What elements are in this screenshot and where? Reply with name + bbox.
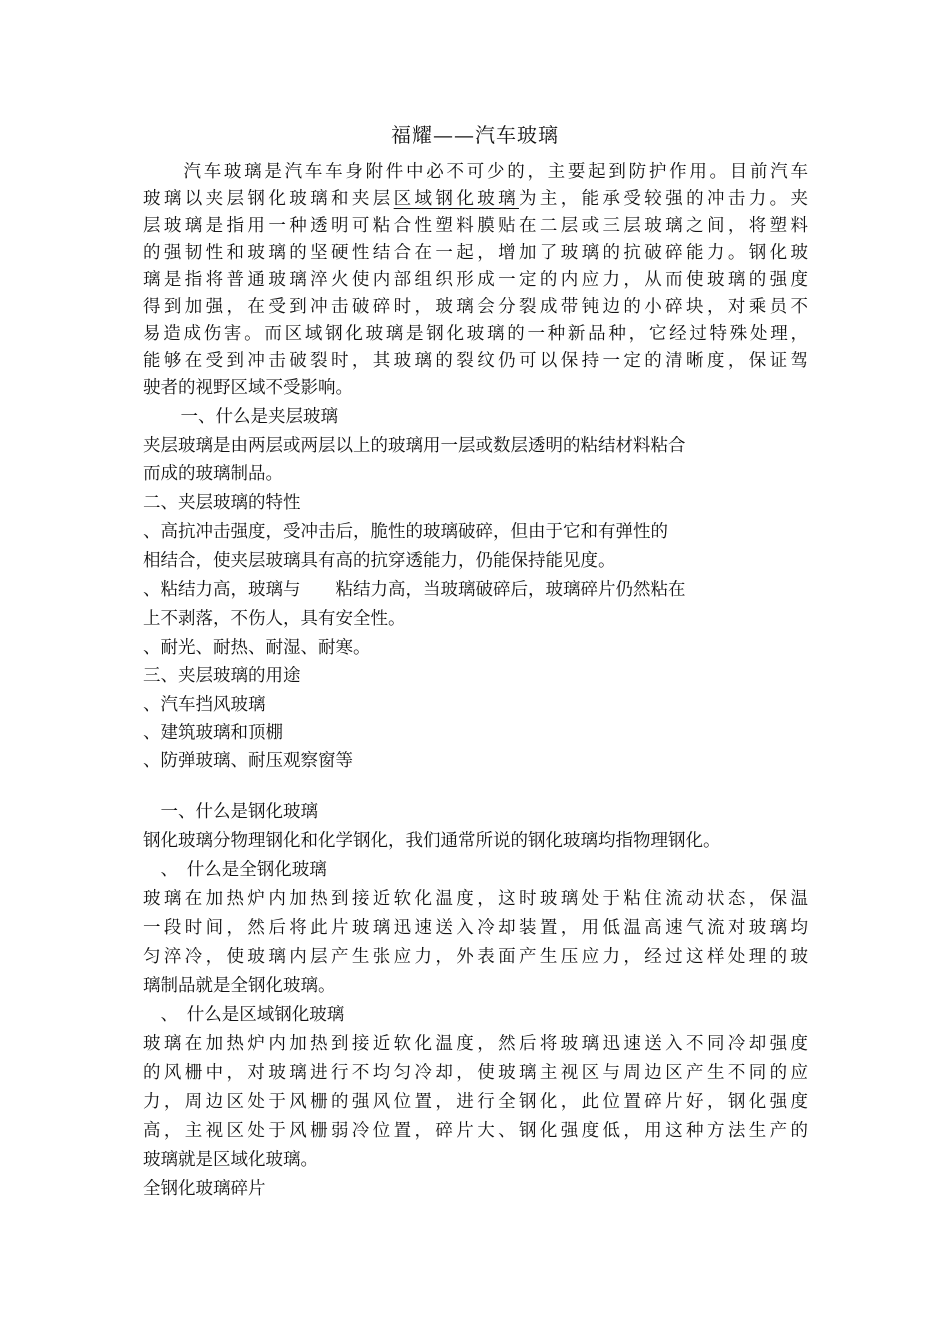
intro-line-underlined [143, 185, 808, 213]
property-item: 、粘结力高，玻璃与 粘结力高，当玻璃破碎后，玻璃碎片仍然粘在 [143, 580, 686, 600]
underlined-term: 区域钢化玻璃 [393, 189, 519, 209]
section-body-line: 而成的玻璃制品。 [143, 464, 283, 484]
property-item: 相结合，使夹层玻璃具有高的抗穿透能力，仍能保持能见度。 [143, 551, 616, 571]
zone-tempered-line: 玻璃就是区域化玻璃。 [143, 1150, 318, 1170]
use-item: 、防弹玻璃、耐压观察窗等 [143, 751, 353, 771]
use-item: 、汽车挡风玻璃 [143, 695, 266, 715]
intro-text: 玻璃以夹层钢化玻璃和夹层 [143, 189, 394, 209]
zone-tempered-line: 高，主视区处于风栅弱冷位置，碎片大、钢化强度低，用这种方法生产的 [143, 1121, 808, 1141]
full-tempered-line: 一段时间，然后将此片玻璃迅速送入冷却装置，用低温高速气流对玻璃均 [143, 918, 808, 938]
section-heading-properties: 二、夹层玻璃的特性 [143, 493, 301, 513]
property-item: 上不剥落，不伤人，具有安全性。 [143, 609, 406, 629]
intro-line: 的强韧性和玻璃的坚硬性结合在一起，增加了玻璃的抗破碎能力。钢化玻 [143, 243, 808, 263]
full-tempered-line: 匀淬冷，使玻璃内层产生张应力，外表面产生压应力，经过这样处理的玻 [143, 947, 808, 967]
intro-text: 为主，能承受较强的冲击力。夹 [518, 189, 809, 209]
intro-line: 璃是指将普通玻璃淬火使内部组织形成一定的内应力，从而使玻璃的强度 [143, 270, 808, 290]
section-body-line: 夹层玻璃是由两层或两层以上的玻璃用一层或数层透明的粘结材料粘合 [143, 436, 686, 456]
subheading-full-tempered: 、 什么是全钢化玻璃 [143, 860, 327, 880]
property-item: 、耐光、耐热、耐湿、耐寒。 [143, 638, 371, 658]
section-heading-uses: 三、夹层玻璃的用途 [143, 666, 301, 686]
intro-line: 层玻璃是指用一种透明可粘合性塑料膜贴在二层或三层玻璃之间，将塑料 [143, 216, 808, 236]
property-item: 、高抗冲击强度，受冲击后，脆性的玻璃破碎，但由于它和有弹性的 [143, 522, 668, 542]
use-item: 、建筑玻璃和顶棚 [143, 723, 283, 743]
document-title: 福耀——汽车玻璃 [391, 123, 559, 147]
zone-tempered-line: 力，周边区处于风栅的强风位置，进行全钢化，此位置碎片好，钢化强度 [143, 1092, 808, 1112]
zone-tempered-line: 玻璃在加热炉内加热到接近软化温度，然后将玻璃迅速送入不同冷却强度 [143, 1034, 808, 1054]
intro-line: 得到加强，在受到冲击破碎时，玻璃会分裂成带钝边的小碎块，对乘员不 [143, 297, 808, 317]
full-tempered-line: 玻璃在加热炉内加热到接近软化温度，这时玻璃处于粘住流动状态，保温 [143, 889, 808, 909]
intro-line: 能够在受到冲击破裂时，其玻璃的裂纹仍可以保持一定的清晰度，保证驾 [143, 351, 808, 371]
intro-line: 易造成伤害。而区域钢化玻璃是钢化玻璃的一种新品种，它经过特殊处理， [143, 324, 808, 344]
zone-tempered-line: 的风栅中，对玻璃进行不均匀冷却，使玻璃主视区与周边区产生不同的应 [143, 1063, 808, 1083]
subheading-zone-tempered: 、 什么是区域钢化玻璃 [143, 1005, 345, 1025]
intro-line: 汽车玻璃是汽车车身附件中必不可少的，主要起到防护作用。目前汽车 [143, 162, 808, 182]
section-heading-laminated: 一、什么是夹层玻璃 [163, 407, 338, 427]
intro-line: 驶者的视野区域不受影响。 [143, 378, 353, 398]
full-tempered-line: 璃制品就是全钢化玻璃。 [143, 976, 336, 996]
section-heading-tempered: 一、什么是钢化玻璃 [143, 802, 318, 822]
tempered-intro: 钢化玻璃分物理钢化和化学钢化，我们通常所说的钢化玻璃均指物理钢化。 [143, 831, 721, 851]
fragments-label: 全钢化玻璃碎片 [143, 1179, 266, 1199]
